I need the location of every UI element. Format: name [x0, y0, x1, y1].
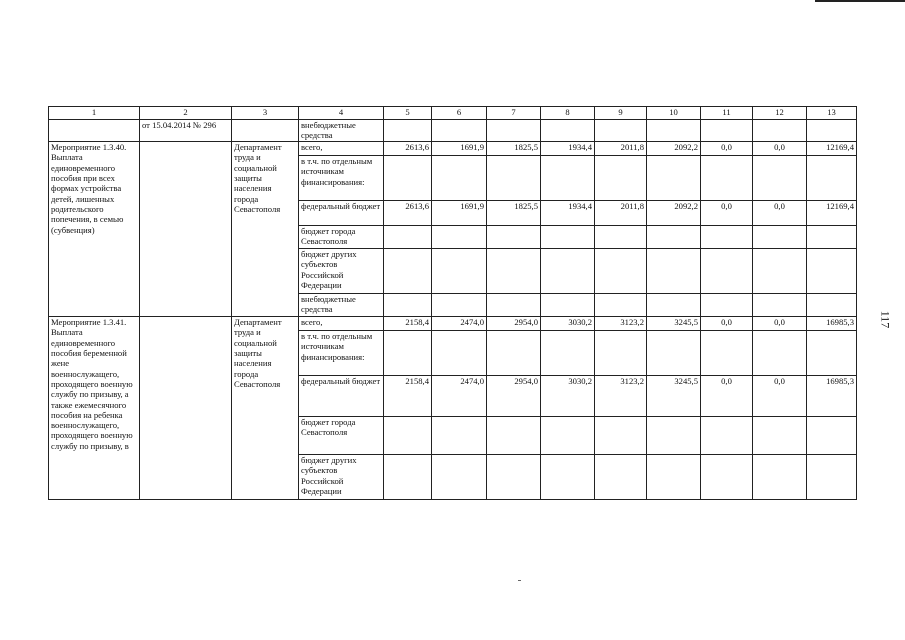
header-cell: 9 — [595, 107, 647, 120]
value-cell: 3245,5 — [647, 317, 701, 331]
empty-cell — [487, 249, 541, 294]
value-cell: 1934,4 — [541, 142, 595, 156]
empty-cell — [384, 417, 432, 455]
scan-speck — [518, 580, 521, 581]
decree-cell — [140, 142, 232, 317]
value-cell: 2474,0 — [432, 376, 487, 417]
source-label: в т.ч. по отдельным источникам финансирования: — [299, 331, 384, 376]
empty-cell — [432, 249, 487, 294]
empty-cell — [487, 455, 541, 500]
measure-name-cell — [49, 120, 140, 142]
value-cell: 2613,6 — [384, 142, 432, 156]
source-label: внебюджетные средства — [299, 120, 384, 142]
empty-cell — [487, 226, 541, 249]
header-cell: 7 — [487, 107, 541, 120]
page-number: 117 — [878, 310, 893, 329]
empty-cell — [701, 156, 753, 201]
empty-cell — [647, 294, 701, 317]
empty-cell — [647, 417, 701, 455]
source-label: федеральный бюджет — [299, 376, 384, 417]
empty-cell — [807, 226, 857, 249]
empty-cell — [807, 417, 857, 455]
empty-cell — [487, 294, 541, 317]
header-cell: 6 — [432, 107, 487, 120]
empty-cell — [701, 226, 753, 249]
value-cell: 3123,2 — [595, 317, 647, 331]
empty-cell — [807, 331, 857, 376]
empty-cell — [432, 331, 487, 376]
empty-cell — [647, 156, 701, 201]
empty-cell — [753, 294, 807, 317]
value-cell: 3030,2 — [541, 317, 595, 331]
empty-cell — [595, 156, 647, 201]
value-cell: 1691,9 — [432, 201, 487, 226]
empty-cell — [432, 226, 487, 249]
value-cell: 2158,4 — [384, 376, 432, 417]
decree-cell: от 15.04.2014 № 296 — [140, 120, 232, 142]
empty-cell — [753, 226, 807, 249]
empty-cell — [647, 226, 701, 249]
value-cell: 1934,4 — [541, 201, 595, 226]
value-cell: 12169,4 — [807, 201, 857, 226]
header-row — [49, 107, 857, 120]
value-cell: 1825,5 — [487, 142, 541, 156]
source-label: внебюджетные средства — [299, 294, 384, 317]
empty-cell — [384, 249, 432, 294]
empty-cell — [384, 120, 432, 142]
value-cell: 2954,0 — [487, 317, 541, 331]
value-cell: 2011,8 — [595, 201, 647, 226]
value-cell: 3030,2 — [541, 376, 595, 417]
department-cell: Департамент труда и социальной защиты населения города Севастополя — [232, 142, 299, 317]
measure-name-cell: Мероприятие 1.3.40. Выплата единовременного пособия при всех формах устройства детей, лишенных родительского попечения, в семью (субвенция) — [49, 142, 140, 317]
measure-name-cell: Мероприятие 1.3.41. Выплата единовременного пособия беременной жене военнослужащего, проходящего военную службу по призыву, а также ежемесячного пособия на ребенка военнослужащего, проходящего военную службу по призыву, в — [49, 317, 140, 500]
empty-cell — [753, 120, 807, 142]
value-cell: 0,0 — [753, 376, 807, 417]
table-row — [49, 120, 857, 142]
empty-cell — [807, 156, 857, 201]
empty-cell — [807, 120, 857, 142]
empty-cell — [701, 120, 753, 142]
empty-cell — [384, 455, 432, 500]
empty-cell — [753, 249, 807, 294]
empty-cell — [701, 417, 753, 455]
empty-cell — [701, 331, 753, 376]
value-cell: 0,0 — [753, 317, 807, 331]
value-cell: 0,0 — [701, 317, 753, 331]
header-cell: 13 — [807, 107, 857, 120]
value-cell: 16985,3 — [807, 376, 857, 417]
header-cell: 4 — [299, 107, 384, 120]
value-cell: 16985,3 — [807, 317, 857, 331]
value-cell: 1825,5 — [487, 201, 541, 226]
empty-cell — [432, 120, 487, 142]
empty-cell — [595, 249, 647, 294]
value-cell: 0,0 — [701, 376, 753, 417]
department-cell — [232, 120, 299, 142]
source-label: федеральный бюджет — [299, 201, 384, 226]
empty-cell — [384, 331, 432, 376]
header-cell: 1 — [49, 107, 140, 120]
header-cell: 8 — [541, 107, 595, 120]
decree-cell — [140, 317, 232, 500]
value-cell: 0,0 — [701, 201, 753, 226]
value-cell: 0,0 — [753, 142, 807, 156]
empty-cell — [541, 331, 595, 376]
empty-cell — [487, 417, 541, 455]
empty-cell — [647, 331, 701, 376]
value-cell: 2474,0 — [432, 317, 487, 331]
header-cell: 2 — [140, 107, 232, 120]
empty-cell — [541, 120, 595, 142]
value-cell: 3245,5 — [647, 376, 701, 417]
header-cell: 12 — [753, 107, 807, 120]
value-cell: 3123,2 — [595, 376, 647, 417]
empty-cell — [701, 294, 753, 317]
empty-cell — [701, 455, 753, 500]
empty-cell — [753, 417, 807, 455]
empty-cell — [595, 455, 647, 500]
empty-cell — [432, 417, 487, 455]
header-cell: 10 — [647, 107, 701, 120]
table-row — [49, 317, 857, 331]
empty-cell — [432, 156, 487, 201]
empty-cell — [432, 455, 487, 500]
top-rule — [815, 0, 905, 2]
empty-cell — [541, 156, 595, 201]
source-label: в т.ч. по отдельным источникам финансирования: — [299, 156, 384, 201]
source-label: бюджет других субъектов Российской Федерации — [299, 455, 384, 500]
empty-cell — [541, 417, 595, 455]
empty-cell — [384, 226, 432, 249]
source-label: бюджет города Севастополя — [299, 226, 384, 249]
value-cell: 2954,0 — [487, 376, 541, 417]
empty-cell — [384, 156, 432, 201]
empty-cell — [541, 249, 595, 294]
empty-cell — [753, 331, 807, 376]
source-label: бюджет города Севастополя — [299, 417, 384, 455]
empty-cell — [595, 120, 647, 142]
header-cell: 5 — [384, 107, 432, 120]
empty-cell — [595, 226, 647, 249]
value-cell: 2613,6 — [384, 201, 432, 226]
source-label: всего, — [299, 142, 384, 156]
value-cell: 2092,2 — [647, 142, 701, 156]
value-cell: 0,0 — [701, 142, 753, 156]
empty-cell — [701, 249, 753, 294]
empty-cell — [384, 294, 432, 317]
value-cell: 2158,4 — [384, 317, 432, 331]
empty-cell — [487, 120, 541, 142]
header-cell: 11 — [701, 107, 753, 120]
empty-cell — [541, 294, 595, 317]
empty-cell — [432, 294, 487, 317]
empty-cell — [807, 294, 857, 317]
header-cell: 3 — [232, 107, 299, 120]
table-row — [49, 142, 857, 156]
empty-cell — [487, 331, 541, 376]
empty-cell — [807, 455, 857, 500]
empty-cell — [595, 331, 647, 376]
empty-cell — [595, 417, 647, 455]
value-cell: 2092,2 — [647, 201, 701, 226]
source-label: всего, — [299, 317, 384, 331]
value-cell: 12169,4 — [807, 142, 857, 156]
empty-cell — [595, 294, 647, 317]
empty-cell — [487, 156, 541, 201]
value-cell: 0,0 — [753, 201, 807, 226]
budget-table — [48, 106, 857, 500]
empty-cell — [541, 455, 595, 500]
empty-cell — [647, 249, 701, 294]
value-cell: 2011,8 — [595, 142, 647, 156]
empty-cell — [647, 455, 701, 500]
source-label: бюджет других субъектов Российской Федерации — [299, 249, 384, 294]
empty-cell — [647, 120, 701, 142]
empty-cell — [753, 156, 807, 201]
department-cell: Департамент труда и социальной защиты населения города Севастополя — [232, 317, 299, 500]
value-cell: 1691,9 — [432, 142, 487, 156]
empty-cell — [753, 455, 807, 500]
empty-cell — [807, 249, 857, 294]
empty-cell — [541, 226, 595, 249]
